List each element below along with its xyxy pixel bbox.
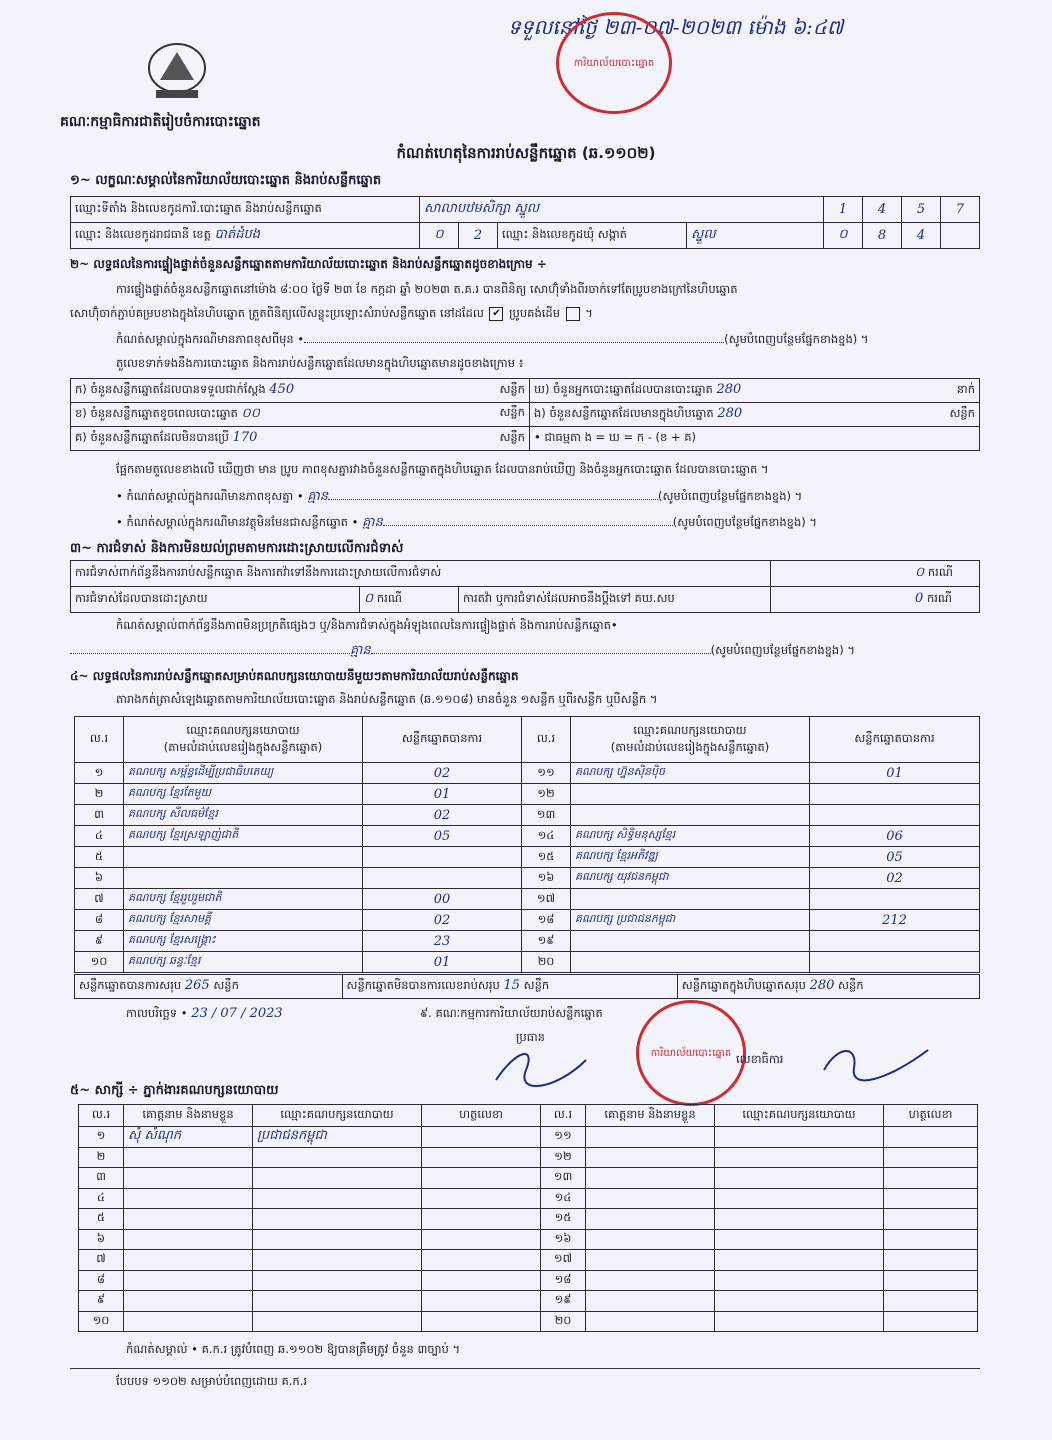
table-row — [79, 1250, 978, 1271]
witness-signature — [422, 1270, 541, 1291]
chair-signature — [486, 1040, 596, 1096]
table-row — [79, 1229, 978, 1250]
col-no: ល.រ — [75, 717, 124, 763]
row-number: ៨ — [79, 1270, 124, 1291]
section3-heading: ៣~ ការជំទាស់ និងការមិនយល់ព្រមតាមការដោះស្រាយលើការជំទាស់ — [70, 541, 404, 556]
vote-count — [363, 847, 522, 868]
province-value: បាត់ដំបង — [214, 227, 260, 242]
party-name: គណបក្ស ហ្វ៊ុនស៊ិនប៉ិច — [571, 763, 810, 784]
vote-count: 05 — [363, 826, 522, 847]
totals-table — [74, 974, 980, 999]
witness-signature — [884, 1168, 978, 1189]
vote-count — [810, 805, 980, 826]
party-name: គណបក្ស ខ្មែរសាមគ្គី — [124, 910, 363, 931]
party-name: គណបក្ស សីលធម៌ខ្មែរ — [124, 805, 363, 826]
secretary-label: លេខាធិការ — [736, 1052, 784, 1066]
witness-signature — [884, 1250, 978, 1271]
vote-count — [810, 952, 980, 973]
witness-party — [715, 1229, 884, 1250]
table-row — [79, 1311, 978, 1332]
row-number: ៧ — [79, 1250, 124, 1271]
party-name — [124, 847, 363, 868]
witness-signature — [422, 1147, 541, 1168]
party-name: គណបក្ស ខ្មែររួបរួមជាតិ — [124, 889, 363, 910]
vote-count — [810, 784, 980, 805]
witness-name — [124, 1250, 253, 1271]
witness-signature — [422, 1188, 541, 1209]
table-row — [75, 910, 980, 931]
row-number: ២ — [79, 1147, 124, 1168]
col-sign: ហត្ថលេខា — [422, 1105, 541, 1127]
row-number: ៧ — [75, 889, 124, 910]
party-name: គណបក្ស ខ្មែរតែមួយ — [124, 784, 363, 805]
vote-count: 01 — [363, 784, 522, 805]
appeal-row: ការតវ៉ា ឬការជំទាស់ដែលអាចនឹងប្តឹងទៅ គឃ.សប — [459, 587, 771, 613]
section1-heading: ១~ លក្ខណៈសម្គាល់នៃការិយាល័យបោះឆ្នោត និងរាប់សន្លឹកឆ្នោត — [70, 173, 382, 188]
table-row — [75, 784, 980, 805]
party-name: គណបក្ស ខ្មែរសង្គ្រោះ — [124, 931, 363, 952]
vote-count: 02 — [363, 805, 522, 826]
complaint-count: ០ ករណី — [771, 561, 980, 587]
section2-table — [70, 378, 980, 451]
row-number: ១៦ — [541, 1229, 586, 1250]
province-code-digit: ០ — [420, 223, 459, 249]
row-number: ៥ — [79, 1209, 124, 1230]
row-number: ៨ — [75, 910, 124, 931]
appeal-count: 0 ករណី — [771, 587, 980, 613]
witness-signature — [422, 1127, 541, 1148]
witness-party — [253, 1168, 422, 1189]
row-number: ៣ — [75, 805, 124, 826]
section2-heading: ២~ លទ្ធផលនៃការផ្ទៀងផ្ទាត់ចំនួនសន្លឹកឆ្នោតតាមការិយាល័យបោះឆ្នោត និងរាប់សន្លឹកឆ្នោតដូចខាងក្រោម ÷ — [70, 257, 547, 271]
row-number: ៤ — [75, 826, 124, 847]
witness-name — [586, 1127, 715, 1148]
vote-count: 212 — [810, 910, 980, 931]
party-name — [571, 889, 810, 910]
section2-line1: ការផ្ទៀងផ្ទាត់ចំនួនសន្លឹកឆ្នោតនៅម៉ោង ៨:០០ ថ្ងៃទី ២៣ ខែ កក្កដា ឆ្នាំ ២០២៣ ត.គ.រ បានពិនិត្យ សោហ៊ុំទាំងពីរចាក់ទៅតែប្រូបខាងក្រៅនៃហិបឆ្នោត — [116, 282, 738, 296]
witness-name — [124, 1188, 253, 1209]
col-sign: ហត្ថលេខា — [884, 1105, 978, 1127]
witness-name — [124, 1209, 253, 1230]
witness-party — [715, 1270, 884, 1291]
witness-name — [586, 1188, 715, 1209]
witness-name — [586, 1229, 715, 1250]
commune-code-digit: 8 — [863, 223, 902, 249]
footer-note: កំណត់សម្គាល់ • គ.ក.រ ត្រូវបំពេញ ឆ.១១០២ ឱ្យបានត្រឹមត្រូវ ចំនួន ៣ច្បាប់ ។ — [126, 1342, 461, 1356]
row-number: ១ — [79, 1127, 124, 1148]
witness-signature — [422, 1311, 541, 1332]
row-ko: គ) ចំនួនសន្លឹកឆ្នោតដែលមិនបានប្រើ 170 សន្លឹក — [71, 427, 530, 451]
col-party: ឈ្មោះគណបក្សនយោបាយ — [253, 1105, 422, 1127]
row-number: ២ — [75, 784, 124, 805]
province-label: ឈ្មោះ និងលេខកូដរាជធានី ខេត្ត បាត់ដំបង — [71, 223, 420, 249]
section5-heading: ៥~ សាក្សី ÷ ភ្នាក់ងារគណបក្សនយោបាយ — [70, 1083, 279, 1098]
vote-count: 02 — [810, 868, 980, 889]
vote-count: 23 — [363, 931, 522, 952]
col-party: ឈ្មោះគណបក្សនយោបាយ — [715, 1105, 884, 1127]
party-name — [571, 931, 810, 952]
vote-count: 02 — [363, 910, 522, 931]
witness-party: ប្រជាជនកម្ពុជា — [253, 1127, 422, 1148]
witness-party — [253, 1229, 422, 1250]
table-row — [75, 847, 980, 868]
row-number: ១ — [75, 763, 124, 784]
witness-party — [253, 1291, 422, 1312]
location-value: សាលាបឋមសិក្សា ស្នួល — [420, 197, 824, 223]
witness-party — [715, 1291, 884, 1312]
table-row — [79, 1168, 978, 1189]
witness-signature — [884, 1291, 978, 1312]
witness-signature — [884, 1188, 978, 1209]
total-in-box: សន្លឹកឆ្នោតក្នុងហិបឆ្នោតសរុប 280 សន្លឹក — [677, 975, 979, 999]
witness-party — [715, 1311, 884, 1332]
table-row — [75, 952, 980, 973]
witness-party — [715, 1127, 884, 1148]
organization-name: គណៈកម្មាធិការជាតិរៀបចំការបោះឆ្នោត — [60, 114, 261, 130]
party-name: គណបក្ស សិទ្ធិមនុស្សខ្មែរ — [571, 826, 810, 847]
row-number: ១២ — [522, 784, 571, 805]
witness-signature — [884, 1229, 978, 1250]
witness-party — [715, 1250, 884, 1271]
row-ngo: ង) ចំនួនសន្លឹកឆ្នោតដែលមានក្នុងហិបឆ្នោត 280 សន្លឹក — [530, 403, 980, 427]
nec-emblem-icon — [138, 38, 216, 104]
vote-count: 02 — [363, 763, 522, 784]
section2-line3: កំណត់សម្គាល់ក្នុងករណីមានភាពខុសពីមុន • (សូមបំពេញបន្ថែមផ្នែកខាងខ្នង) ។ — [116, 332, 869, 346]
vote-count — [363, 868, 522, 889]
complaint-row: ការជំទាស់ពាក់ព័ន្ធនឹងការរាប់សន្លឹកឆ្នោត និងការតវ៉ាទៅនឹងការដោះស្រាយលើការជំទាស់ — [71, 561, 771, 587]
row-number: ៦ — [79, 1229, 124, 1250]
section2-line2: សោហ៊ុំចាក់ភ្ជាប់គម្របខាងក្នុងនៃហិបឆ្នោត ត្រួតពិនិត្យលើសន្លុះប្រឡោះសំរាប់សន្លឹកឆ្នោត នៅដដែល ✔ ប្រូបគង់ដើម ។ — [70, 306, 593, 320]
witness-name — [586, 1291, 715, 1312]
witness-name — [586, 1168, 715, 1189]
section4-sub: តារាងកត់ត្រាសំឡេងឆ្នោតតាមការិយាល័យបោះឆ្នោត និងរាប់សន្លឹកឆ្នោត (ឆ.១១០៨) មានចំនួន ១សន្លឹក ឬពីរសន្លឹក ឬបីសន្លឹក ។ — [116, 692, 658, 706]
row-number: ៣ — [79, 1168, 124, 1189]
party-name: គណបក្ស ខ្មែរអភិវឌ្ឍ — [571, 847, 810, 868]
witness-party — [253, 1188, 422, 1209]
party-name — [571, 952, 810, 973]
party-name: គណបក្ស ខ្មែរស្រឡាញ់ជាតិ — [124, 826, 363, 847]
witness-name — [586, 1311, 715, 1332]
row-number: ៤ — [79, 1188, 124, 1209]
section1-table — [70, 196, 980, 249]
row-number: ១៦ — [522, 868, 571, 889]
witness-signature — [884, 1147, 978, 1168]
witness-signature — [884, 1311, 978, 1332]
col-name: គោត្តនាម និងនាមខ្លួន — [124, 1105, 253, 1127]
witness-signature — [422, 1209, 541, 1230]
table-row — [79, 1188, 978, 1209]
row-number: ១៧ — [522, 889, 571, 910]
witness-name — [124, 1291, 253, 1312]
resolved-row: ការជំទាស់ដែលបានដោះស្រាយ — [71, 587, 360, 613]
party-name: គណបក្ស សម្ព័ន្ធដើម្បីប្រជាធិបតេយ្យ — [124, 763, 363, 784]
col-no: ល.រ — [79, 1105, 124, 1127]
vote-count — [810, 931, 980, 952]
row-number: ៩ — [75, 931, 124, 952]
col-votes: សន្លឹកឆ្នោតបានការ — [363, 717, 522, 763]
row-number: ២០ — [541, 1311, 586, 1332]
total-valid: សន្លឹកឆ្នោតបានការសរុប 265 សន្លឹក — [75, 975, 343, 999]
vote-count: 05 — [810, 847, 980, 868]
table-row — [79, 1270, 978, 1291]
code-digit: 1 — [824, 197, 863, 223]
row-number: ១៤ — [541, 1188, 586, 1209]
province-code-digit: 2 — [459, 223, 498, 249]
commune-value: ស្នួល — [687, 223, 824, 249]
row-kho: ឃ) ចំនួនអ្នកបោះឆ្នោតដែលបានបោះឆ្នោត 280 នាក់ — [530, 379, 980, 403]
table-row — [79, 1127, 978, 1148]
table-row — [75, 868, 980, 889]
col-party: ឈ្មោះគណបក្សនយោបាយ (តាមលំដាប់លេខរៀងក្នុងសន្លឹកឆ្នោត) — [571, 717, 810, 763]
footer-form: បែបបទ ១១០២ សម្រាប់បំពេញដោយ គ.ក.រ — [116, 1374, 308, 1388]
row-number: ១៤ — [522, 826, 571, 847]
witness-name — [124, 1311, 253, 1332]
witness-signature — [884, 1270, 978, 1291]
row-number: ១៥ — [522, 847, 571, 868]
party-name: គណបក្ស ប្រជាជនកម្ពុជា — [571, 910, 810, 931]
row-number: ១៩ — [541, 1291, 586, 1312]
secretary-signature — [818, 1040, 938, 1096]
total-invalid: សន្លឹកឆ្នោតមិនបានការលេខរាប់សរុប 15 សន្លឹក — [342, 975, 677, 999]
table-row — [79, 1147, 978, 1168]
witness-signature — [422, 1168, 541, 1189]
col-name: គោត្តនាម និងនាមខ្លួន — [586, 1105, 715, 1127]
date-line: កាលបរិច្ឆេទ • 23 / 07 / 2023 — [126, 1006, 283, 1021]
formula: • ជាធម្មតា ង = ឃ = ក - (ខ + គ) — [530, 427, 980, 451]
witness-name — [586, 1250, 715, 1271]
row-number: ៥ — [75, 847, 124, 868]
row-number: ២០ — [522, 952, 571, 973]
committee-stamp: ការិយាល័យបោះឆ្នោត — [636, 1000, 746, 1106]
row-number: ១០ — [75, 952, 124, 973]
non-ballot-note: • កំណត់សម្គាល់ក្នុងករណីមានវត្ថុមិនមែនជាសន្លឹកឆ្នោត • គ្មាន (សូមបំពេញបន្ថែមផ្នែកខាងខ្នង) ។ — [116, 515, 818, 530]
chair-label: ប្រធាន — [516, 1030, 545, 1044]
witness-party — [253, 1311, 422, 1332]
difference-note: • កំណត់សម្គាល់ក្នុងករណីមានភាពខុសគ្នា • គ្មាន (សូមបំពេញបន្ថែមផ្នែកខាងខ្នង) ។ — [116, 489, 803, 504]
row-ka: ក) ចំនួនសន្លឹកឆ្នោតដែលបានទទួលជាក់ស្តែង 450 សន្លឹក — [71, 379, 530, 403]
results-table — [74, 716, 980, 973]
witness-party — [253, 1270, 422, 1291]
col-no: ល.រ — [522, 717, 571, 763]
row-number: ១៣ — [522, 805, 571, 826]
vote-count — [810, 889, 980, 910]
row-number: ១០ — [79, 1311, 124, 1332]
table-row — [75, 931, 980, 952]
form-title: កំណត់ហេតុនៃការរាប់សន្លឹកឆ្នោត (ឆ.១១០២) — [396, 144, 656, 162]
location-label: ឈ្មោះទីតាំង និងលេខកូដការិ.បោះឆ្នោត និងរាប់សន្លឹកឆ្នោត — [71, 197, 420, 223]
commune-label: ឈ្មោះ និងលេខកូដឃុំ សង្កាត់ — [498, 223, 687, 249]
table-row — [75, 805, 980, 826]
party-name: គណបក្ស យុវជនកម្ពុជា — [571, 868, 810, 889]
witness-party — [715, 1209, 884, 1230]
table-row — [75, 889, 980, 910]
row-number: ៦ — [75, 868, 124, 889]
vote-count: 01 — [363, 952, 522, 973]
witness-party — [253, 1147, 422, 1168]
witness-signature — [884, 1127, 978, 1148]
party-name — [124, 868, 363, 889]
party-name — [571, 784, 810, 805]
witness-party — [253, 1209, 422, 1230]
resolved-count: ០ ករណី — [360, 587, 459, 613]
committee-label: ៩. គណៈកម្មការការិយាល័យរាប់សន្លឹកឆ្នោត — [420, 1006, 603, 1020]
witness-name — [586, 1147, 715, 1168]
table-row — [79, 1209, 978, 1230]
row-number: ១៨ — [522, 910, 571, 931]
row-number: ១១ — [541, 1127, 586, 1148]
col-party: ឈ្មោះគណបក្សនយោបាយ (តាមលំដាប់លេខរៀងក្នុងសន្លឹកឆ្នោត) — [124, 717, 363, 763]
vote-count: 00 — [363, 889, 522, 910]
commune-code-digit: ០ — [824, 223, 863, 249]
row-number: ១៥ — [541, 1209, 586, 1230]
witness-name — [124, 1270, 253, 1291]
section2-line5: ផ្អែកតាមតួលេខខាងលើ ឃើញថា មាន ប្រូប ភាពខុសគ្នារវាងចំនួនសន្លឹកឆ្នោតក្នុងហិបឆ្នោត ដែលបានរាប់ឃើញ និងចំនួនអ្នកបោះឆ្នោត ដែលបានបោះឆ្នោត ។ — [116, 462, 769, 476]
witness-party — [715, 1188, 884, 1209]
receipt-stamp: ការិយាល័យបោះឆ្នោត — [556, 12, 672, 114]
witness-signature — [422, 1291, 541, 1312]
section3-table — [70, 560, 980, 613]
table-row — [79, 1291, 978, 1312]
row-number: ១៩ — [522, 931, 571, 952]
row-kha: ខ) ចំនួនសន្លឹកឆ្នោតខូចពេលបោះឆ្នោត ០០ សន្លឹក — [71, 403, 530, 427]
witness-signature — [422, 1229, 541, 1250]
witness-name — [124, 1168, 253, 1189]
row-number: ១៧ — [541, 1250, 586, 1271]
witness-party — [715, 1168, 884, 1189]
witness-table — [78, 1104, 978, 1332]
witness-party — [253, 1250, 422, 1271]
party-name — [571, 805, 810, 826]
row-number: ៩ — [79, 1291, 124, 1312]
witness-name — [124, 1229, 253, 1250]
irregularity-note: កំណត់សម្គាល់ពាក់ព័ន្ធនឹងភាពមិនប្រក្រតីផ្សេងៗ ឬ/និងការជំទាស់ក្នុងអំឡុងពេលនៃការផ្ទៀងផ្ទាត់ និងការរាប់សន្លឹកឆ្នោត• — [116, 618, 618, 632]
row-number: ១២ — [541, 1147, 586, 1168]
row-number: ១៨ — [541, 1270, 586, 1291]
witness-name — [586, 1209, 715, 1230]
vote-count: 06 — [810, 826, 980, 847]
code-digit: 5 — [902, 197, 941, 223]
section2-line4: តួលេខទាក់ទងនឹងការបោះឆ្នោត និងការរាប់សន្លឹកឆ្នោតដែលមានក្នុងហិបឆ្នោតមានដូចខាងក្រោម ៖ — [116, 356, 524, 370]
footer-divider — [70, 1368, 980, 1369]
row-number: ១១ — [522, 763, 571, 784]
row-number: ១៣ — [541, 1168, 586, 1189]
witness-name — [586, 1270, 715, 1291]
witness-party — [715, 1147, 884, 1168]
table-row — [75, 826, 980, 847]
irregularity-note-value: គ្មាន (សូមបំពេញបន្ថែមផ្នែកខាងខ្នង) ។ — [70, 642, 980, 661]
section4-heading: ៤~ លទ្ធផលនៃការរាប់សន្លឹកឆ្នោតសម្រាប់គណបក្សនយោបាយនីមួយៗតាមការិយាល័យរាប់សន្លឹកឆ្នោត — [70, 669, 519, 683]
witness-name: សុំ សំណុក — [124, 1127, 253, 1148]
received-note: ទទួលនៅថ្ងៃ ២៣-០៧-២០២៣ ម៉ោង ៦:៤៧ — [508, 15, 844, 39]
table-row — [75, 763, 980, 784]
code-digit: 4 — [863, 197, 902, 223]
col-no: ល.រ — [541, 1105, 586, 1127]
code-digit: 7 — [941, 197, 980, 223]
witness-signature — [884, 1209, 978, 1230]
party-name: គណបក្ស ឆន្ទៈខ្មែរ — [124, 952, 363, 973]
witness-name — [124, 1147, 253, 1168]
witness-signature — [422, 1250, 541, 1271]
vote-count: 01 — [810, 763, 980, 784]
commune-code-digit: 4 — [902, 223, 941, 249]
col-votes: សន្លឹកឆ្នោតបានការ — [810, 717, 980, 763]
